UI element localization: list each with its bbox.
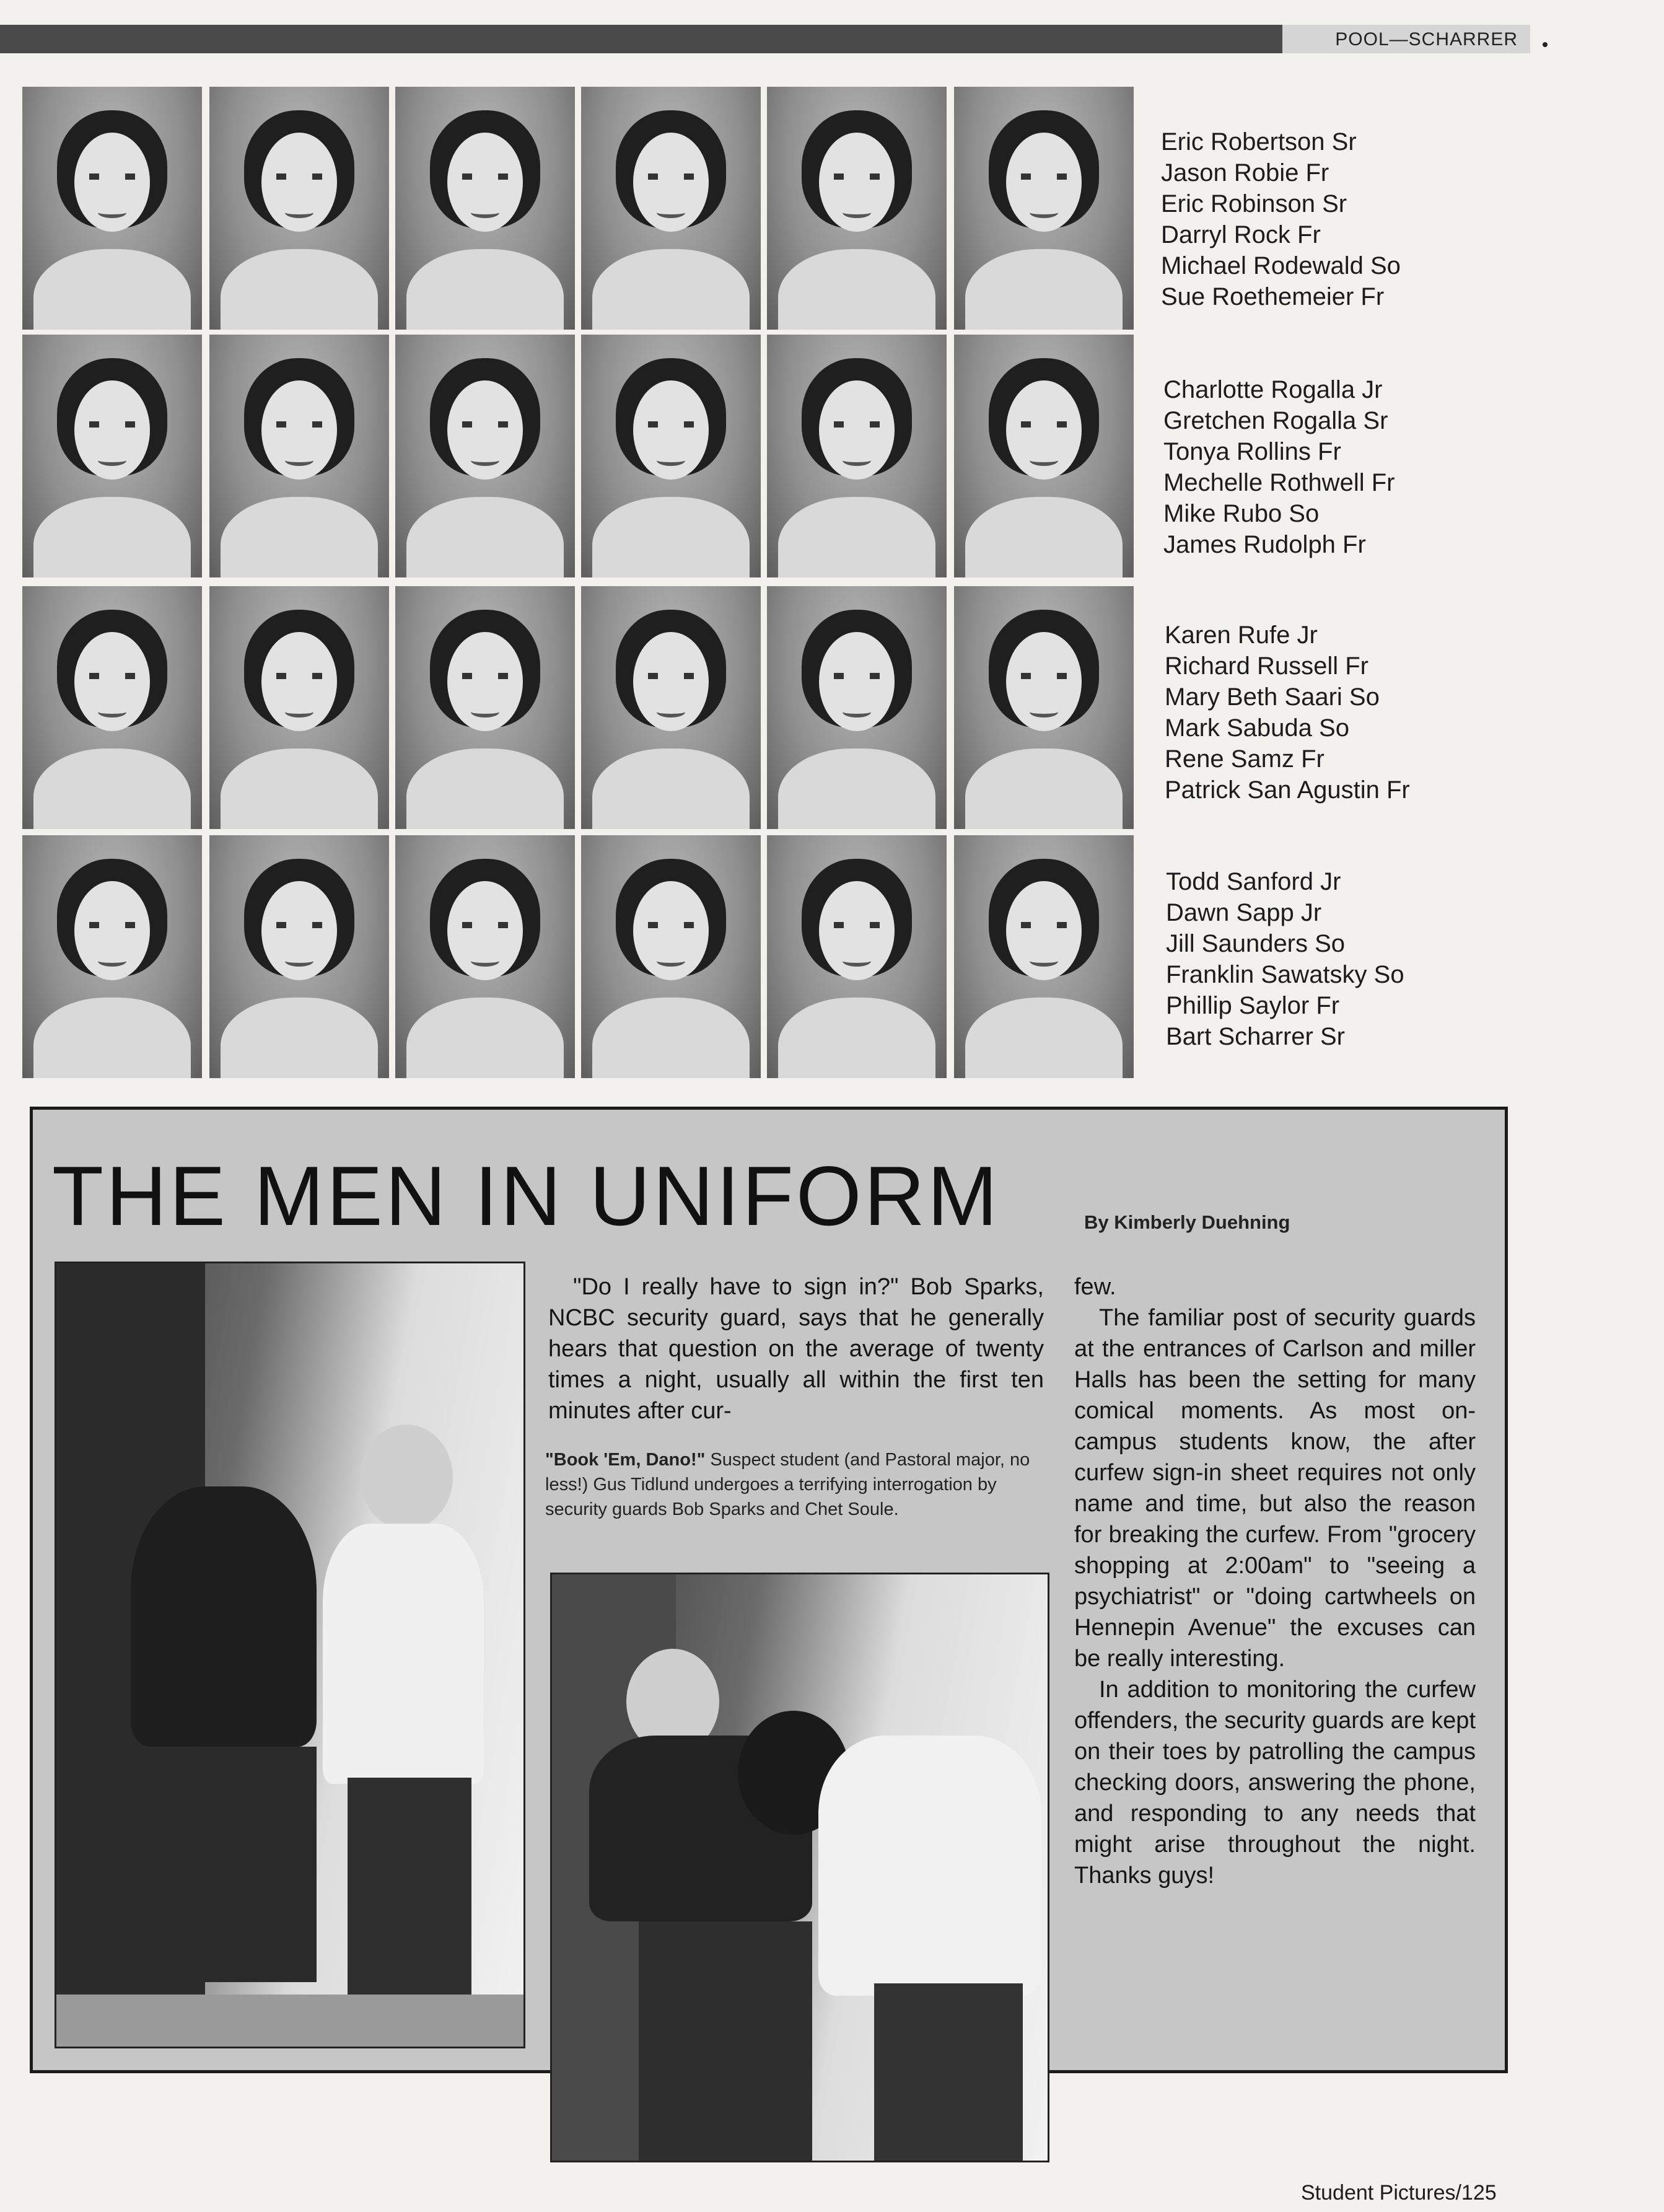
caption-text: Suspect student (and Pastoral major, no less!) Gus Tidlund undergoes a terrifying interrogation by security guards Bob Sparks and Chet Soule.: [545, 1450, 1030, 1519]
student-portrait: [581, 835, 761, 1078]
student-name: Dawn Sapp Jr: [1166, 899, 1322, 926]
student-name: Jill Saunders So: [1166, 930, 1346, 957]
student-portrait: [954, 835, 1134, 1078]
student-name: Eric Robertson Sr: [1161, 128, 1357, 156]
article-paragraph-2c: In addition to monitoring the curfew offenders, the security guards are kept on their toes by patrolling the campus checking doors, answering the phone, and responding to any needs that might arise throughout the night. Thanks guys!: [1074, 1677, 1476, 1889]
student-portrait: [767, 87, 947, 330]
student-portrait: [22, 87, 202, 330]
student-portrait: [395, 335, 575, 577]
student-portrait: [209, 586, 389, 829]
student-name: Eric Robinson Sr: [1161, 190, 1347, 217]
student-name: Darryl Rock Fr: [1161, 221, 1321, 248]
student-name: Michael Rodewald So: [1161, 252, 1401, 279]
student-name: Mary Beth Saari So: [1165, 683, 1380, 711]
student-portrait: [22, 335, 202, 577]
student-portrait: [395, 586, 575, 829]
student-name: Franklin Sawatsky So: [1166, 961, 1404, 988]
byline: By Kimberly Duehning: [1084, 1211, 1290, 1233]
student-name: Jason Robie Fr: [1161, 159, 1329, 187]
student-portrait: [767, 835, 947, 1078]
article-paragraph-2b: The familiar post of security guards at the entrances of Carlson and miller Halls has been the setting for many comical moments. As most on-campus students know, the after curfew sign-in sheet requires not only name and time, but also the reason for breaking the curfew. From "grocery shopping at 2:00am" to "seeing a psychiatrist" or "doing cartwheels on Hennepin Avenue" the excuses can be really interesting.: [1074, 1305, 1476, 1672]
student-name: Phillip Saylor Fr: [1166, 992, 1340, 1019]
student-portrait: [395, 835, 575, 1078]
student-portrait: [954, 335, 1134, 577]
student-name: Karen Rufe Jr: [1165, 621, 1318, 649]
student-name: Gretchen Rogalla Sr: [1163, 407, 1388, 434]
student-portrait: [209, 835, 389, 1078]
student-name: Mike Rubo So: [1163, 500, 1320, 527]
student-portrait: [581, 586, 761, 829]
article-title: THE MEN IN UNIFORM: [52, 1149, 1001, 1243]
student-portrait: [581, 335, 761, 577]
photo-caption: [545, 1447, 1041, 1522]
name-list: [1165, 620, 1410, 805]
photo-security-search: [550, 1573, 1049, 2162]
student-portrait: [395, 87, 575, 330]
student-name: Mark Sabuda So: [1165, 714, 1349, 742]
student-name: Todd Sanford Jr: [1166, 868, 1341, 895]
name-list: [1166, 866, 1404, 1052]
student-name: Tonya Rollins Fr: [1163, 438, 1341, 465]
student-name: Mechelle Rothwell Fr: [1163, 469, 1395, 496]
page-number: Student Pictures/125: [1301, 2181, 1497, 2205]
name-list: [1163, 374, 1395, 560]
article-paragraph-1: "Do I really have to sign in?" Bob Sparks, NCBC security guard, says that he generally hears that question on the average of twenty times a night, usually all within the first ten minutes after cur-: [548, 1274, 1044, 1424]
student-portrait: [209, 335, 389, 577]
article-column-1: [548, 1271, 1044, 1426]
student-portrait: [954, 87, 1134, 330]
student-portrait: [209, 87, 389, 330]
article-column-2: [1074, 1271, 1476, 1891]
caption-lead: "Book 'Em, Dano!": [545, 1450, 706, 1470]
student-name: Patrick San Agustin Fr: [1165, 776, 1410, 804]
student-name: Charlotte Rogalla Jr: [1163, 376, 1383, 403]
article-paragraph-2a: few.: [1074, 1274, 1116, 1300]
student-portrait: [581, 87, 761, 330]
student-name: James Rudolph Fr: [1163, 531, 1366, 558]
running-head: POOL—SCHARRER: [1282, 25, 1530, 53]
student-name: Bart Scharrer Sr: [1166, 1023, 1345, 1050]
student-name: Sue Roethemeier Fr: [1161, 283, 1385, 310]
student-name: Richard Russell Fr: [1165, 652, 1368, 680]
student-portrait: [954, 586, 1134, 829]
student-portrait: [22, 586, 202, 829]
student-portrait: [767, 586, 947, 829]
student-name: Rene Samz Fr: [1165, 745, 1325, 773]
student-portrait: [22, 835, 202, 1078]
header-dot: [1543, 42, 1548, 47]
student-portrait: [767, 335, 947, 577]
name-list: [1161, 126, 1401, 312]
photo-security-frisk: [55, 1262, 525, 2048]
